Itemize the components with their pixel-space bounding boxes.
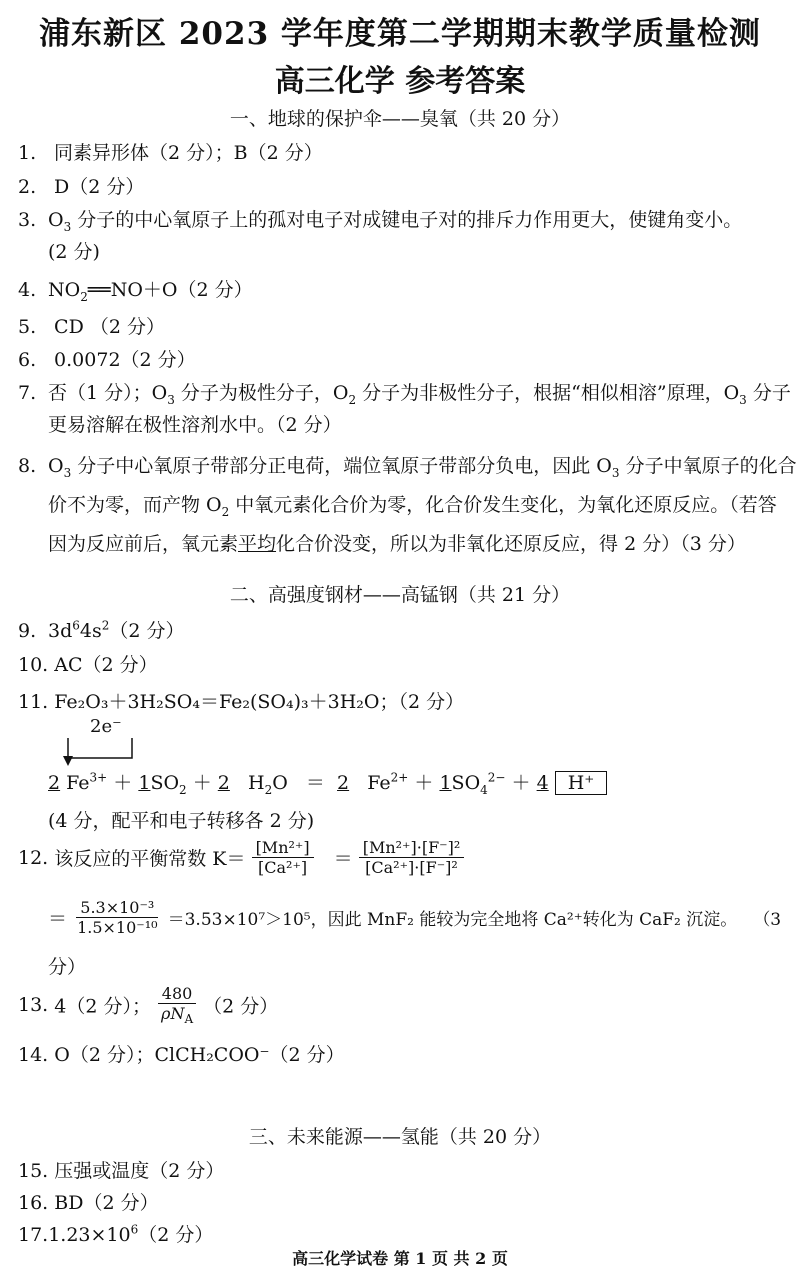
answer-text: 分子为极性分子，O [174, 382, 349, 404]
numerator: 5.3×10⁻³ [76, 898, 158, 918]
fraction-2 [359, 838, 465, 877]
answer-text: 化合价没变，所以为非氧化还原反应，得 2 分）（3 分） [276, 533, 746, 555]
answer-text: 因为反应前后，氧元素 [48, 533, 239, 555]
answer-number: 17. [18, 1224, 49, 1246]
answer-number: 16. [18, 1192, 49, 1214]
answer-text: Fe₂O₃＋3H₂SO₄＝Fe₂(SO₄)₃＋3H₂O；（2 分） [54, 691, 465, 713]
subscript: A [184, 1012, 194, 1027]
answer-11 [18, 687, 464, 714]
numerator: [Mn²⁺] [252, 838, 314, 858]
answer-number: 5. [18, 316, 37, 338]
answer-14 [18, 1040, 345, 1067]
answer-number: 1. [18, 142, 37, 164]
answer-text: 0.0072（2 分） [54, 349, 196, 371]
answer-text: D（2 分） [54, 176, 145, 198]
answer-13 [18, 984, 278, 1026]
answer-text: O（2 分）；ClCH₂COO⁻（2 分） [54, 1044, 345, 1066]
plus-sign: ＋ [113, 772, 133, 794]
subscript: 2 [221, 504, 230, 519]
species: Fe [367, 772, 391, 794]
coefficient: 4 [536, 772, 549, 794]
answer-4 [18, 275, 253, 304]
fraction-1 [252, 838, 314, 877]
answer-17 [18, 1220, 213, 1247]
answer-text: 1.23×10 [48, 1224, 131, 1246]
subscript: 3 [63, 465, 72, 480]
coefficient: 2 [337, 772, 350, 794]
equals-sign: ＝ [48, 908, 68, 930]
answer-text: （2 分） [109, 620, 185, 642]
section-heading-2: 二、高强度钢材——高锰钢（共 21 分） [229, 584, 571, 606]
answer-16 [18, 1188, 159, 1215]
denominator-symbol: ρN [161, 1004, 185, 1023]
species: Fe [66, 772, 90, 794]
subscript: 2 [264, 782, 273, 797]
subscript: 3 [611, 465, 620, 480]
answer-text: （2 分） [138, 1224, 214, 1246]
answer-text: 分子中氧原子的化合 [619, 455, 797, 477]
answer-2 [18, 172, 144, 199]
boxed-species: H⁺ [555, 771, 608, 795]
answer-8-line-3 [48, 529, 746, 556]
denominator: [Ca²⁺]·[F⁻]² [365, 858, 458, 877]
document-subtitle: 高三化学 参考答案 [274, 64, 526, 99]
superscript: 6 [130, 1222, 139, 1237]
balanced-redox-equation [48, 768, 607, 797]
species: O [272, 772, 288, 794]
section-heading-3: 三、未来能源——氢能（共 20 分） [248, 1126, 552, 1148]
denominator: 1.5×10⁻¹⁰ [77, 918, 158, 937]
equals-sign: ＝ [333, 848, 353, 870]
species: SO [150, 772, 180, 794]
superscript: 3+ [89, 770, 108, 785]
answer-text: ══NO＋O（2 分） [87, 279, 253, 301]
answer-number: 13. [18, 994, 49, 1017]
superscript: 2+ [390, 770, 409, 785]
answer-text: CD （2 分） [54, 316, 165, 338]
species: H [248, 772, 265, 794]
plus-sign: ＋ [192, 772, 212, 794]
answer-number: 7. [18, 382, 37, 404]
section-heading-1: 一、地球的保护伞——臭氧（共 20 分） [229, 108, 571, 130]
answer-text: 分子的中心氧原子上的孤对电子对成键电子对的排斥力作用更大，使键角变小。 [71, 209, 743, 231]
document-title: 浦东新区 2023 学年度第二学期期末教学质量检测 [39, 16, 761, 52]
subscript: 2 [80, 289, 88, 304]
answer-text: 4（2 分）； [54, 995, 151, 1018]
answer-7 [18, 378, 791, 407]
answer-text: 否（1 分）；O [48, 382, 168, 404]
answer-number: 11. [18, 691, 49, 713]
superscript: 6 [72, 618, 80, 633]
answer-text: AC（2 分） [54, 654, 158, 676]
answer-number: 10. [18, 654, 49, 676]
denominator [157, 1004, 197, 1026]
electron-transfer-label: 2e⁻ [90, 716, 122, 737]
answer-12-line-2 [48, 898, 781, 937]
answer-text: 分子为非极性分子，根据“相似相溶”原理，O [356, 382, 740, 404]
answer-number: 3. [18, 209, 37, 231]
subscript: 2 [179, 782, 187, 797]
coefficient: 1 [138, 772, 151, 794]
transfer-bracket [68, 738, 132, 758]
underlined-text: 平均 [238, 533, 277, 555]
answer-text: O [48, 455, 64, 477]
coefficient: 1 [439, 772, 452, 794]
answer-3-score: (2 分) [48, 241, 100, 263]
answer-11-note: (4 分，配平和电子转移各 2 分) [48, 810, 315, 832]
answer-text: 分子 [746, 382, 791, 404]
plus-sign: ＋ [414, 772, 434, 794]
answer-1 [18, 138, 323, 165]
answer-text: （2 分） [203, 995, 279, 1018]
answer-8 [18, 451, 797, 480]
answer-number: 2. [18, 176, 37, 198]
answer-text: 该反应的平衡常数 K＝ [54, 848, 246, 870]
answer-number: 14. [18, 1044, 49, 1066]
coefficient: 2 [48, 772, 61, 794]
answer-text: 分子中心氧原子带部分正电荷，端位氧原子带部分负电，因此 O [71, 455, 612, 477]
formula-o: O [48, 209, 64, 231]
answer-text: 价不为零，而产物 O [48, 494, 222, 516]
answer-text: 中氧元素化合价为零，化合价发生变化，为氧化还原反应。（若答 [229, 494, 777, 516]
species: SO [451, 772, 481, 794]
fraction-density [157, 984, 197, 1026]
score-text: （3 [753, 910, 782, 930]
subscript: 3 [63, 219, 72, 234]
answer-5 [18, 312, 165, 339]
subscript: 3 [739, 392, 747, 407]
answer-15 [18, 1156, 224, 1183]
equals-sign: ＝ [305, 772, 325, 794]
arrow-head [63, 756, 73, 766]
denominator: [Ca²⁺] [258, 858, 308, 877]
coefficient: 2 [217, 772, 230, 794]
answer-3 [18, 205, 742, 234]
answer-6 [18, 345, 196, 372]
answer-number: 6. [18, 349, 37, 371]
answer-9 [18, 616, 185, 643]
subscript: 4 [480, 782, 488, 797]
answer-number: 9. [18, 620, 37, 642]
answer-12-tail: 分） [48, 956, 87, 978]
answer-text: BD（2 分） [54, 1192, 159, 1214]
superscript: 2− [487, 770, 506, 785]
answer-7-line-2: 更易溶解在极性溶剂水中。（2 分） [48, 414, 342, 436]
answer-text: 3d [48, 620, 73, 642]
answer-number: 8. [18, 455, 37, 477]
answer-text: 4s [79, 620, 102, 642]
answer-text: ＝3.53×10⁷＞10⁵，因此 MnF₂ 能较为完全地将 Ca²⁺转化为 CaF₂ 沉淀。 [167, 910, 738, 930]
formula-no: NO [48, 279, 81, 301]
answer-10 [18, 650, 158, 677]
answer-12 [18, 838, 464, 877]
answer-number: 4. [18, 279, 37, 301]
fraction-3 [73, 898, 161, 937]
answer-text: 压强或温度（2 分） [54, 1160, 225, 1182]
subscript: 3 [167, 392, 175, 407]
plus-sign: ＋ [511, 772, 531, 794]
superscript: 2 [101, 618, 110, 633]
answer-number: 15. [18, 1160, 49, 1182]
answer-text: 同素异形体（2 分）；B（2 分） [54, 142, 323, 164]
subscript: 2 [348, 392, 357, 407]
page-footer: 高三化学试卷 第 1 页 共 2 页 [292, 1249, 508, 1268]
numerator: 480 [158, 984, 197, 1004]
numerator: [Mn²⁺]·[F⁻]² [359, 838, 465, 858]
electron-transfer-arrow [60, 736, 140, 770]
answer-number: 12. [18, 846, 49, 869]
answer-8-line-2 [48, 490, 777, 519]
